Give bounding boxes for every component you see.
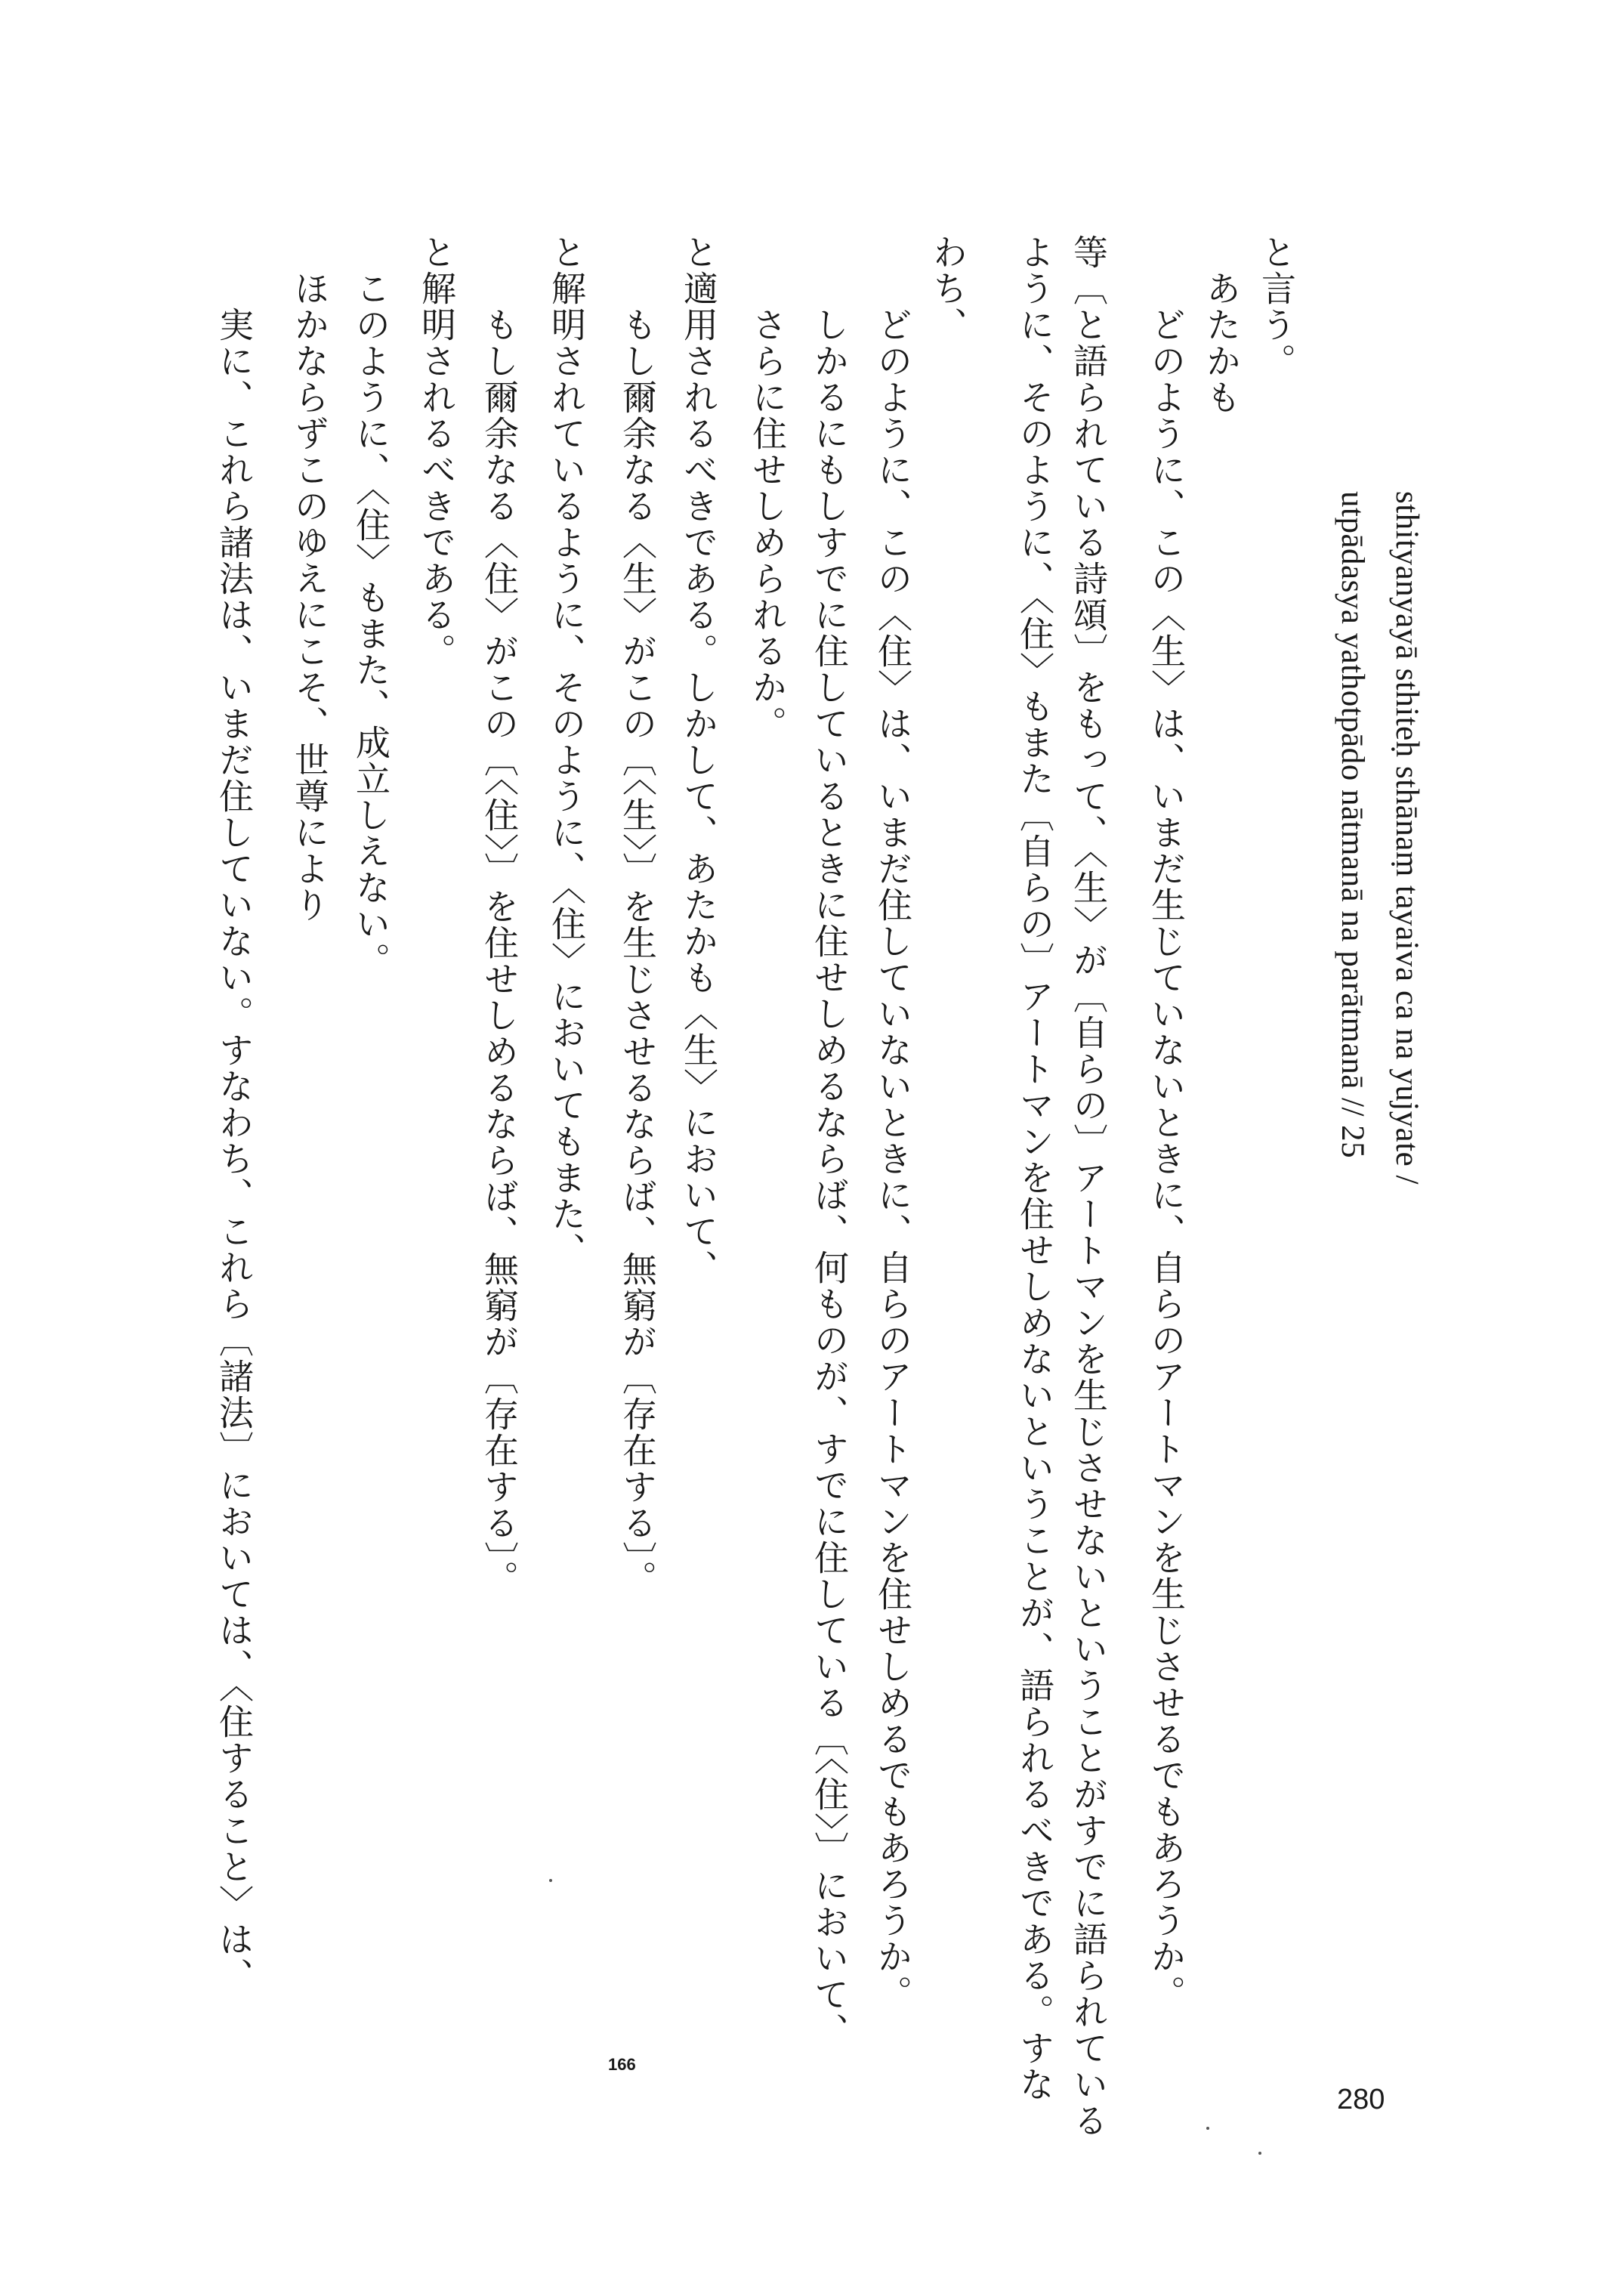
text-line-16: ほかならずこのゆえにこそ、世尊により [289,234,330,923]
text-line-13: もし爾余なる〈住〉がこの〔〈住〉〕を住せしめるならば、無窮が〔存在する〕。 [479,234,520,1596]
text-line-1: と言う。 [1256,234,1297,379]
page-number: 280 [1337,2084,1385,2115]
text-line-4: 等〔と語られている詩頌〕をもって、〈生〉が〔自らの〕アートマンを生じさせないということがすでに語られている [1068,234,1109,2139]
center-number: 166 [608,2055,636,2074]
text-line-6: わち、 [928,234,968,343]
text-line-11: もし爾余なる〈生〉がこの〔〈生〉〕を生じさせるならば、無窮が〔存在する〕。 [617,234,658,1596]
text-line-9: さらに住せしめられるか。 [747,234,788,742]
scan-speck [1258,2152,1261,2155]
sanskrit-verse-line-2: utpādasya yathotpādo nātmanā na parātmanā // 25 [1335,491,1370,1159]
sanskrit-verse-line-1: sthityanyayā sthiteḥ sthānaṃ tayaiva ca na yujyate / [1389,491,1425,1185]
text-line-14: と解明されるべきである。 [416,234,457,669]
text-line-7: どのように、この〈住〉は、いまだ住していないときに、自らのアートマンを住せしめるでもあろうか。 [872,234,913,2011]
text-line-3: どのように、この〈生〉は、いまだ生じていないときに、自らのアートマンを生じさせるでもあろうか。 [1146,234,1187,2011]
scan-speck [549,1879,552,1882]
text-line-5: ように、そのように、〈住〉もまた〔自らの〕アートマンを住せしめないということが、語られるべきである。すな [1014,234,1055,2103]
text-line-17: 実に、これら諸法は、いまだ住していない。すなわち、これら〔諸法〕においては、〈住すること〉は、 [214,234,255,1994]
scan-speck [1206,2127,1209,2130]
text-line-8: しかるにもしすでに住しているときに住せしめるならば、何ものが、すでに住している〔〈住〉〕において、 [809,234,850,2049]
text-line-15: このように、〈住〉もまた、成立しえない。 [350,234,391,978]
text-line-2: あたかも [1201,234,1242,416]
text-line-12: と解明されているように、そのように、〈住〉においてもまた、 [546,234,587,1269]
text-line-10: と適用されるべきである。しかして、あたかも〈生〉において、 [678,234,719,1286]
